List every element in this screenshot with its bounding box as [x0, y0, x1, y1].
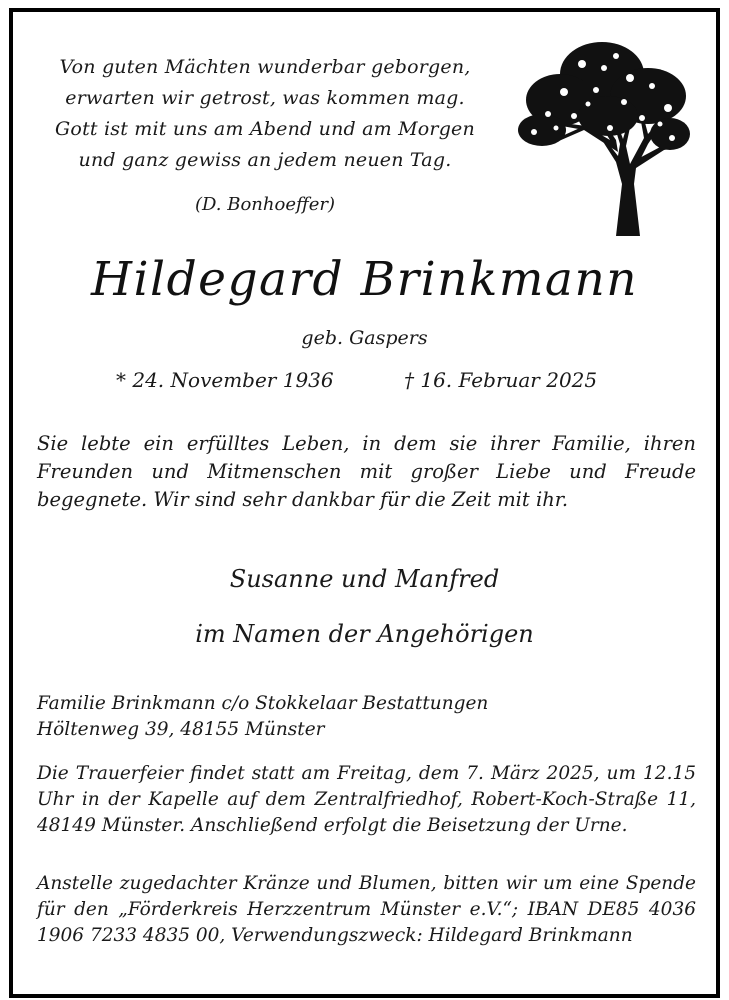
quote-author: (D. Bonhoeffer)	[194, 194, 336, 215]
quote-line: und ganz gewiss an jedem neuen Tag.	[78, 149, 452, 171]
tree-icon	[512, 34, 692, 236]
address-line: Familie Brinkmann c/o Stokkelaar Bestattungen	[37, 693, 489, 714]
birth-date: * 24. November 1936	[116, 368, 334, 392]
death-date: † 16. Februar 2025	[404, 368, 598, 392]
quote-line: Gott ist mit uns am Abend und am Morgen	[55, 118, 475, 140]
signer-on-behalf: im Namen der Angehörigen	[195, 620, 534, 648]
bonhoeffer-quote	[40, 52, 490, 176]
ceremony-info: Die Trauerfeier findet statt am Freitag, dem 7. März 2025, um 12.15 Uhr in der Kapelle auf dem Zentralfriedhof, Robert-Koch-Straße 11, 48149 Münster. Anschließend erfolgt die Beisetzung der Urne.	[37, 763, 696, 836]
donation-info: Anstelle zugedachter Kränze und Blumen, bitten wir um eine Spende für den „Förderkreis Herzzentrum Münster e.V.“; IBAN DE85 4036 1906 7233 4835 00, Verwendungszweck: Hildegard Brinkmann	[37, 873, 696, 946]
quote-line: Von guten Mächten wunderbar geborgen,	[59, 56, 471, 78]
deceased-name: Hildegard Brinkmann	[91, 252, 638, 307]
contact-address	[37, 691, 696, 743]
tribute-text: Sie lebte ein erfülltes Leben, in dem sie ihrer Familie, ihren Freunden und Mitmenschen mit großer Liebe und Freude begegnete. Wir sind sehr dankbar für die Zeit mit ihr.	[37, 432, 696, 511]
signer-names: Susanne und Manfred	[229, 565, 500, 593]
maiden-name: geb. Gaspers	[301, 327, 428, 349]
address-line: Höltenweg 39, 48155 Münster	[37, 719, 325, 740]
quote-line: erwarten wir getrost, was kommen mag.	[65, 87, 465, 109]
